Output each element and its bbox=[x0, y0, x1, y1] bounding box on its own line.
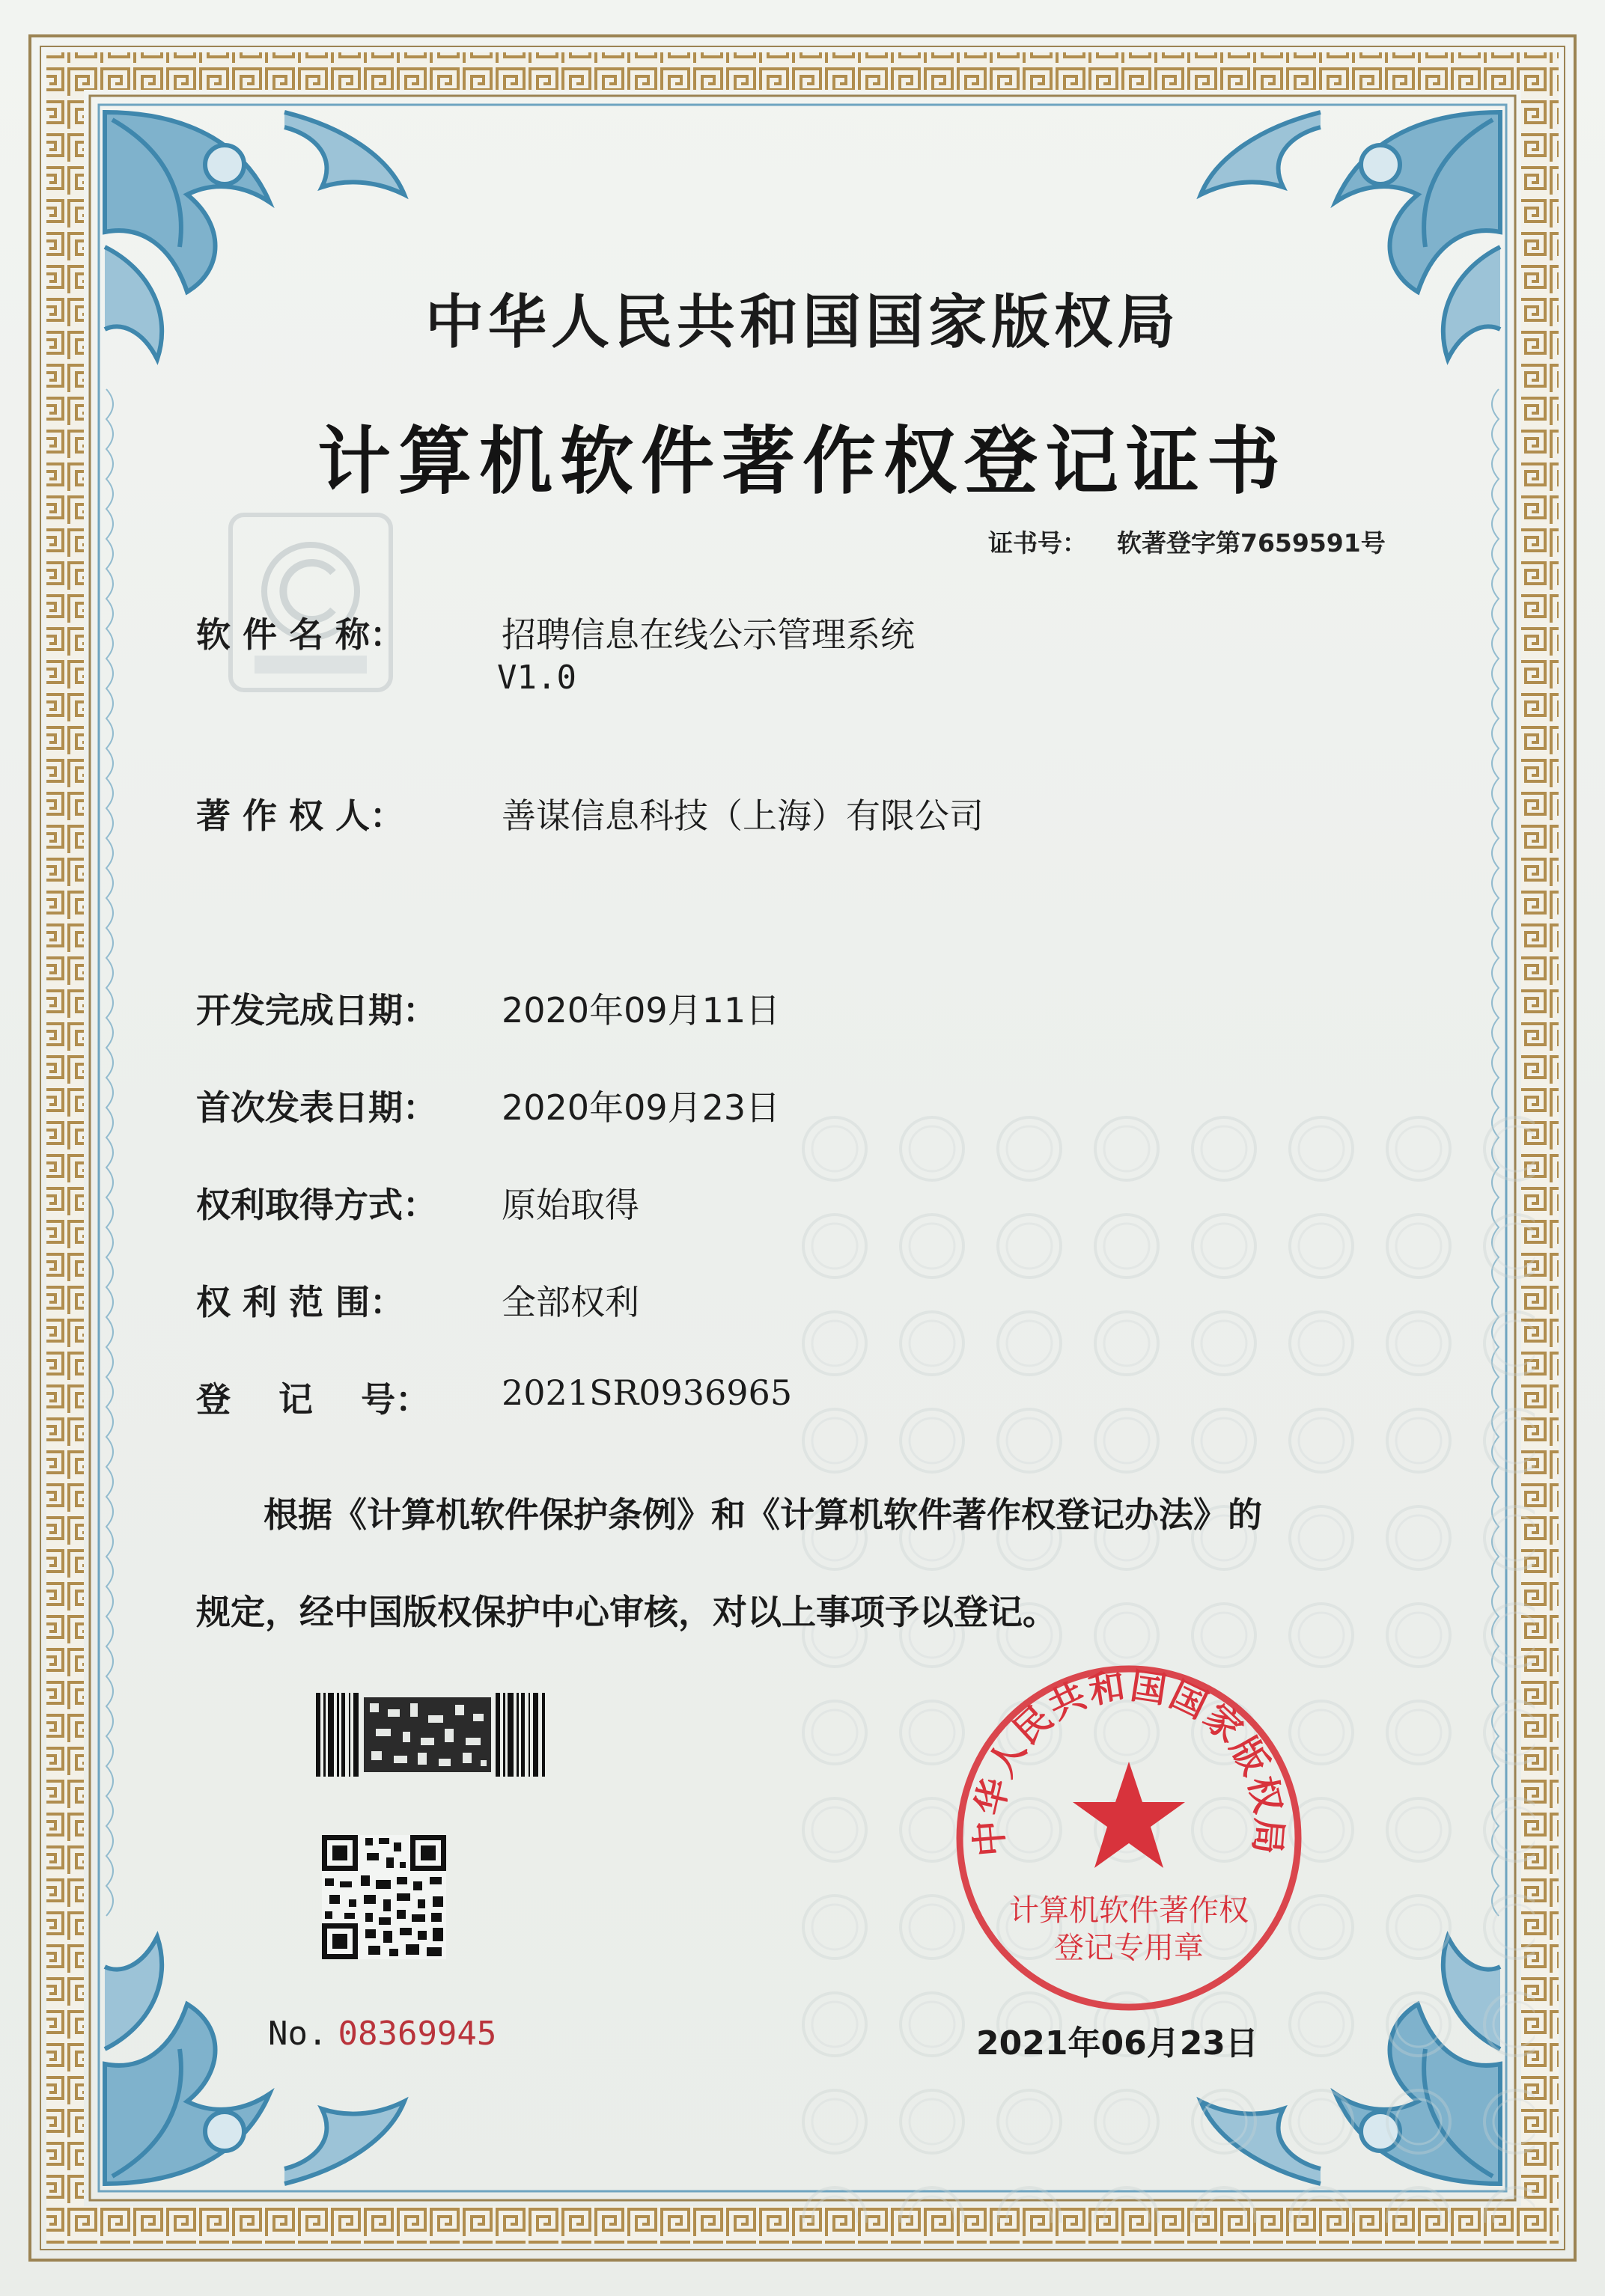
statement-line-2: 规定，经中国版权保护中心审核，对以上事项予以登记。 bbox=[196, 1592, 1057, 1632]
serial-number bbox=[268, 2015, 496, 2053]
copyright-owner-label: 著 作 权 人： bbox=[196, 796, 405, 836]
field-acquisition-method bbox=[196, 1178, 639, 1227]
acquisition-method-label: 权利取得方式： bbox=[196, 1185, 437, 1225]
issue-date: 2021年06月23日 bbox=[976, 2024, 1258, 2063]
field-completion-date bbox=[196, 983, 780, 1033]
certificate-title: 计算机软件著作权登记证书 bbox=[317, 419, 1288, 504]
seal-center-line-1: 计算机软件著作权 bbox=[1009, 1893, 1249, 1928]
registration-number-value: 2021SR0936965 bbox=[502, 1373, 793, 1413]
registration-number-label: 登 记 号： bbox=[196, 1379, 430, 1420]
software-name-label: 软 件 名 称： bbox=[196, 614, 405, 655]
official-seal bbox=[949, 1658, 1309, 2018]
issuing-authority: 中华人民共和国国家版权局 bbox=[424, 289, 1180, 356]
corner-ornament-bottom-left bbox=[105, 1937, 404, 2184]
certificate-number-label: 证书号： bbox=[988, 528, 1087, 558]
certificate-number-value: 软著登字第7659591号 bbox=[1117, 528, 1386, 558]
field-publication-date bbox=[196, 1081, 780, 1130]
rights-scope-value: 全部权利 bbox=[502, 1282, 639, 1322]
publication-date-label: 首次发表日期： bbox=[196, 1087, 437, 1128]
qr-code bbox=[322, 1835, 446, 1959]
software-name-value: 招聘信息在线公示管理系统 bbox=[502, 614, 915, 655]
seal-ring-text: 中华人民共和国国家版权局 bbox=[967, 1664, 1291, 1858]
completion-date-value: 2020年09月11日 bbox=[502, 990, 781, 1031]
seal-center-line-2: 登记专用章 bbox=[1054, 1931, 1204, 1965]
acquisition-method-value: 原始取得 bbox=[502, 1185, 639, 1225]
serial-prefix: No. bbox=[268, 2015, 328, 2053]
field-rights-scope bbox=[196, 1275, 639, 1325]
field-software-name bbox=[196, 608, 915, 657]
completion-date-label: 开发完成日期： bbox=[196, 990, 437, 1031]
software-version: V1.0 bbox=[497, 659, 576, 697]
certificate-number bbox=[988, 524, 1386, 559]
rights-scope-label: 权 利 范 围： bbox=[196, 1282, 405, 1322]
statement-line-1: 根据《计算机软件保护条例》和《计算机软件著作权登记办法》的 bbox=[264, 1494, 1262, 1535]
publication-date-value: 2020年09月23日 bbox=[502, 1087, 781, 1128]
barcode bbox=[316, 1693, 548, 1777]
field-copyright-owner bbox=[196, 789, 984, 838]
field-registration-number bbox=[196, 1373, 792, 1422]
copyright-owner-value: 善谋信息科技（上海）有限公司 bbox=[502, 796, 984, 836]
embossed-copyright-icon bbox=[225, 509, 397, 696]
serial-number-value: 08369945 bbox=[338, 2015, 497, 2053]
